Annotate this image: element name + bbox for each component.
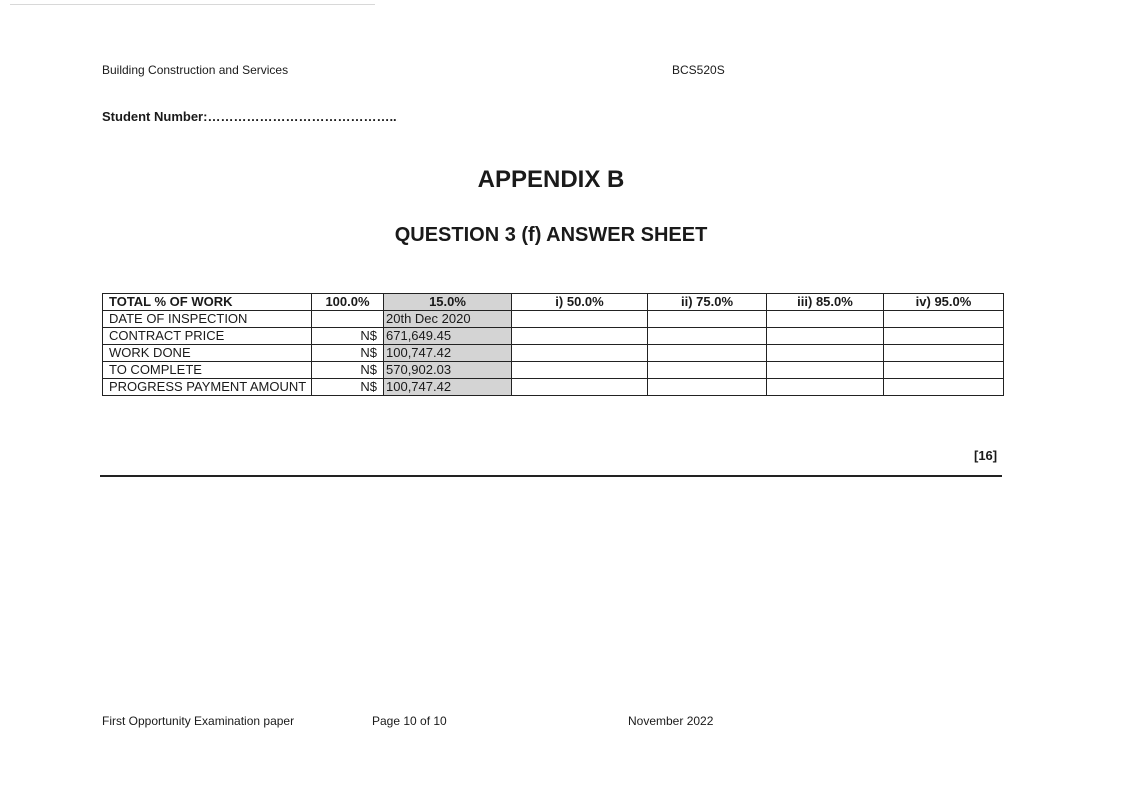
course-title: Building Construction and Services: [102, 63, 289, 77]
answer-cell-iii[interactable]: [767, 328, 884, 345]
student-number-field: Student Number:……………………………………..: [102, 109, 397, 124]
row-label: CONTRACT PRICE: [103, 328, 312, 345]
question-title: QUESTION 3 (f) ANSWER SHEET: [394, 224, 708, 246]
marks-total: [16]: [974, 448, 998, 463]
row-label: DATE OF INSPECTION: [103, 311, 312, 328]
answer-cell-ii[interactable]: [648, 328, 767, 345]
answer-cell-iv[interactable]: [884, 328, 1004, 345]
answer-cell-ii[interactable]: [648, 311, 767, 328]
row-label: PROGRESS PAYMENT AMOUNT: [103, 379, 312, 396]
answer-cell-iii[interactable]: [767, 345, 884, 362]
answer-cell-ii[interactable]: [648, 379, 767, 396]
footer-date: November 2022: [628, 714, 714, 728]
header-total: 100.0%: [312, 294, 384, 311]
table-row: [103, 362, 1004, 379]
table-row: [103, 345, 1004, 362]
answer-cell-iii[interactable]: [767, 379, 884, 396]
table-row: [103, 328, 1004, 345]
row-currency: [312, 311, 384, 328]
row-value: 20th Dec 2020: [384, 311, 512, 328]
table-row: [103, 379, 1004, 396]
course-code: BCS520S: [672, 63, 725, 77]
row-value: 570,902.03: [384, 362, 512, 379]
table-header-row: [103, 294, 1004, 311]
appendix-title: APPENDIX B: [477, 166, 625, 193]
row-currency: N$: [312, 362, 384, 379]
answer-cell-iv[interactable]: [884, 379, 1004, 396]
answer-cell-iv[interactable]: [884, 345, 1004, 362]
answer-cell-i[interactable]: [512, 311, 648, 328]
header-col5: iv) 95.0%: [884, 294, 1004, 311]
row-currency: N$: [312, 328, 384, 345]
answer-cell-iii[interactable]: [767, 311, 884, 328]
answer-cell-i[interactable]: [512, 345, 648, 362]
answer-cell-iv[interactable]: [884, 362, 1004, 379]
row-value: 100,747.42: [384, 379, 512, 396]
header-label: TOTAL % OF WORK: [103, 294, 312, 311]
footer-paper-label: First Opportunity Examination paper: [102, 714, 295, 728]
answer-cell-ii[interactable]: [648, 362, 767, 379]
header-col3: ii) 75.0%: [648, 294, 767, 311]
row-value: 671,649.45: [384, 328, 512, 345]
row-value: 100,747.42: [384, 345, 512, 362]
row-currency: N$: [312, 379, 384, 396]
answer-cell-iii[interactable]: [767, 362, 884, 379]
answer-table: [102, 293, 1004, 396]
answer-cell-ii[interactable]: [648, 345, 767, 362]
answer-cell-i[interactable]: [512, 328, 648, 345]
header-col2: i) 50.0%: [512, 294, 648, 311]
answer-cell-i[interactable]: [512, 379, 648, 396]
row-label: WORK DONE: [103, 345, 312, 362]
answer-cell-iv[interactable]: [884, 311, 1004, 328]
answer-cell-i[interactable]: [512, 362, 648, 379]
row-label: TO COMPLETE: [103, 362, 312, 379]
header-col4: iii) 85.0%: [767, 294, 884, 311]
table-row: [103, 311, 1004, 328]
footer-page-number: Page 10 of 10: [372, 714, 447, 728]
row-currency: N$: [312, 345, 384, 362]
section-divider: [100, 475, 1002, 477]
scan-artifact-line: [10, 4, 375, 5]
header-col1: 15.0%: [384, 294, 512, 311]
